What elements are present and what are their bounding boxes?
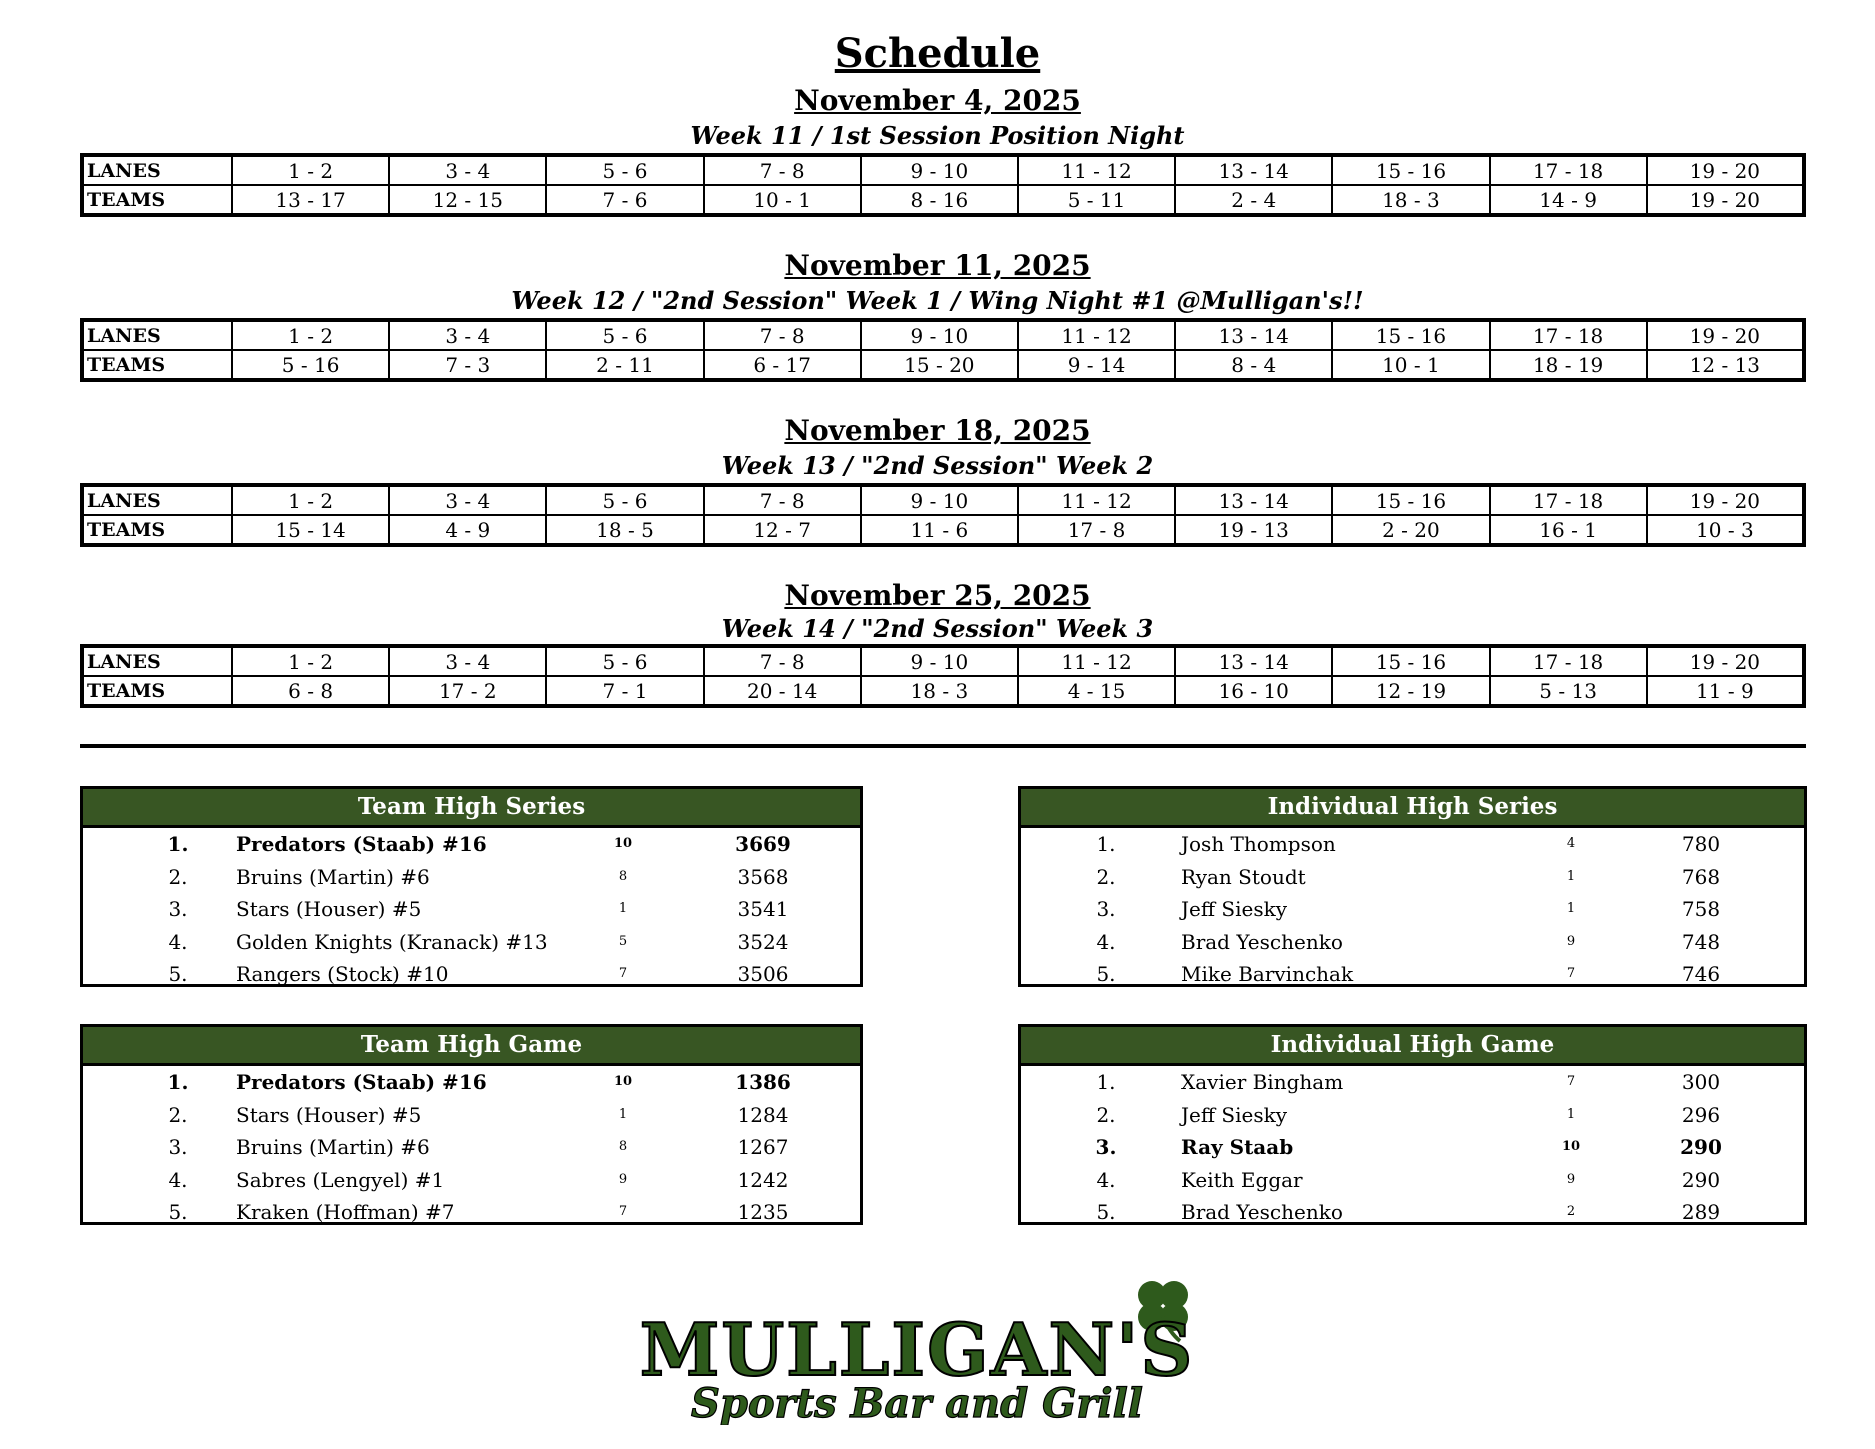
bowler-name: Brad Yeschenko bbox=[1181, 929, 1343, 954]
team-number: 7 bbox=[618, 966, 628, 981]
lane-cell: 15 - 16 bbox=[1332, 646, 1489, 676]
schedule-table bbox=[80, 318, 1806, 382]
standing-row bbox=[1021, 958, 1804, 991]
rank: 3. bbox=[168, 897, 188, 921]
standing-row bbox=[83, 1099, 860, 1132]
bowler-name: Golden Knights (Kranack) #13 bbox=[236, 929, 548, 954]
matchup-cell: 18 - 19 bbox=[1490, 350, 1647, 380]
standing-row bbox=[1021, 1099, 1804, 1132]
matchup-cell: 12 - 19 bbox=[1332, 676, 1489, 706]
rank: 1. bbox=[1096, 832, 1116, 856]
rank: 5. bbox=[168, 962, 188, 986]
matchup-cell: 7 - 3 bbox=[389, 350, 546, 380]
lanes-row bbox=[82, 155, 1804, 185]
team-number: 9 bbox=[618, 1171, 628, 1187]
lane-cell: 13 - 14 bbox=[1175, 646, 1332, 676]
standing-row bbox=[83, 893, 860, 926]
score: 3541 bbox=[737, 897, 789, 921]
matchup-cell: 10 - 3 bbox=[1647, 515, 1804, 545]
rank: 4. bbox=[168, 929, 188, 954]
matchup-cell: 7 - 1 bbox=[546, 676, 703, 706]
team-number: 9 bbox=[1566, 1171, 1576, 1187]
bowler-name: Jeff Siesky bbox=[1181, 897, 1288, 921]
bowler-name: Keith Eggar bbox=[1181, 1167, 1303, 1192]
standing-row bbox=[1021, 828, 1804, 861]
box-rows bbox=[83, 828, 860, 991]
week-subtitle: Week 13 / "2nd Session" Week 2 bbox=[721, 451, 1154, 480]
teams-label: TEAMS bbox=[82, 515, 232, 545]
matchup-cell: 19 - 20 bbox=[1647, 185, 1804, 215]
lane-cell: 17 - 18 bbox=[1490, 320, 1647, 350]
matchup-cell: 18 - 3 bbox=[1332, 185, 1489, 215]
week-date: November 18, 2025 bbox=[784, 414, 1091, 447]
lane-cell: 11 - 12 bbox=[1018, 320, 1175, 350]
bowler-name: Mike Barvinchak bbox=[1181, 962, 1354, 986]
lane-cell: 9 - 10 bbox=[861, 155, 1018, 185]
team-number: 10 bbox=[1561, 1139, 1581, 1154]
rank: 3. bbox=[1095, 1135, 1117, 1159]
box-rows bbox=[1021, 1066, 1804, 1229]
lane-cell: 11 - 12 bbox=[1018, 485, 1175, 515]
team-number: 7 bbox=[618, 1204, 628, 1219]
bowler-name: Bruins (Martin) #6 bbox=[236, 864, 430, 889]
week-subtitle: Week 14 / "2nd Session" Week 3 bbox=[721, 614, 1154, 643]
rank: 2. bbox=[1096, 1102, 1116, 1127]
rank: 2. bbox=[1096, 864, 1116, 889]
standing-row bbox=[1021, 1131, 1804, 1164]
schedule-table bbox=[80, 483, 1806, 547]
matchup-cell: 13 - 17 bbox=[232, 185, 389, 215]
lane-cell: 1 - 2 bbox=[232, 320, 389, 350]
lane-cell: 19 - 20 bbox=[1647, 646, 1804, 676]
score: 1267 bbox=[737, 1135, 789, 1159]
lane-cell: 17 - 18 bbox=[1490, 646, 1647, 676]
standing-row bbox=[83, 828, 860, 861]
matchup-cell: 6 - 17 bbox=[704, 350, 861, 380]
week-date: November 11, 2025 bbox=[784, 249, 1091, 282]
lane-cell: 3 - 4 bbox=[389, 485, 546, 515]
score: 300 bbox=[1681, 1070, 1721, 1094]
matchup-cell: 18 - 3 bbox=[861, 676, 1018, 706]
lane-cell: 17 - 18 bbox=[1490, 485, 1647, 515]
team-number: 1 bbox=[618, 1106, 628, 1122]
matchup-cell: 12 - 13 bbox=[1647, 350, 1804, 380]
team-number: 8 bbox=[618, 1139, 628, 1154]
lane-cell: 11 - 12 bbox=[1018, 155, 1175, 185]
lanes-row bbox=[82, 646, 1804, 676]
score: 3568 bbox=[737, 864, 789, 889]
bowler-name: Jeff Siesky bbox=[1181, 1102, 1288, 1127]
team-number: 5 bbox=[618, 933, 628, 949]
rank: 4. bbox=[168, 1167, 188, 1192]
score: 3524 bbox=[737, 929, 789, 954]
team-number: 7 bbox=[1566, 966, 1576, 981]
logo-line2: Sports Bar and Grill bbox=[691, 1380, 1143, 1425]
bowler-name: Stars (Houser) #5 bbox=[236, 1102, 422, 1127]
score: 1386 bbox=[735, 1070, 791, 1094]
rank: 4. bbox=[1096, 1167, 1116, 1192]
rank: 1. bbox=[167, 1070, 189, 1094]
teams-row bbox=[82, 185, 1804, 215]
score: 3506 bbox=[737, 962, 789, 986]
team-number: 1 bbox=[1566, 1106, 1576, 1122]
matchup-cell: 15 - 14 bbox=[232, 515, 389, 545]
rank: 2. bbox=[168, 1102, 188, 1127]
team-number: 2 bbox=[1566, 1204, 1576, 1219]
matchup-cell: 12 - 7 bbox=[704, 515, 861, 545]
lane-cell: 7 - 8 bbox=[704, 155, 861, 185]
lane-cell: 1 - 2 bbox=[232, 155, 389, 185]
teams-label: TEAMS bbox=[82, 185, 232, 215]
standing-row bbox=[83, 861, 860, 894]
teams-label: TEAMS bbox=[82, 676, 232, 706]
bowler-name: Brad Yeschenko bbox=[1181, 1200, 1343, 1224]
matchup-cell: 9 - 14 bbox=[1018, 350, 1175, 380]
lane-cell: 7 - 8 bbox=[704, 320, 861, 350]
bowler-name: Rangers (Stock) #10 bbox=[236, 962, 449, 986]
score: 289 bbox=[1681, 1200, 1721, 1224]
rank: 1. bbox=[167, 832, 189, 856]
lane-cell: 13 - 14 bbox=[1175, 320, 1332, 350]
lanes-row bbox=[82, 485, 1804, 515]
team-number: 1 bbox=[1566, 901, 1576, 916]
standing-row bbox=[1021, 1066, 1804, 1099]
matchup-cell: 10 - 1 bbox=[704, 185, 861, 215]
matchup-cell: 15 - 20 bbox=[861, 350, 1018, 380]
team-high-series-box bbox=[80, 786, 863, 987]
standing-row bbox=[83, 958, 860, 991]
schedule-table bbox=[80, 153, 1806, 217]
lane-cell: 19 - 20 bbox=[1647, 485, 1804, 515]
lane-cell: 17 - 18 bbox=[1490, 155, 1647, 185]
lanes-label: LANES bbox=[82, 155, 232, 185]
standing-row bbox=[1021, 926, 1804, 959]
lane-cell: 19 - 20 bbox=[1647, 320, 1804, 350]
bowler-name: Xavier Bingham bbox=[1181, 1070, 1344, 1094]
teams-row bbox=[82, 515, 1804, 545]
rank: 2. bbox=[168, 864, 188, 889]
schedule-table bbox=[80, 644, 1806, 708]
lane-cell: 19 - 20 bbox=[1647, 155, 1804, 185]
bowler-name: Stars (Houser) #5 bbox=[236, 897, 422, 921]
lanes-row bbox=[82, 320, 1804, 350]
week-subtitle: Week 11 / 1st Session Position Night bbox=[690, 121, 1185, 150]
rank: 4. bbox=[1096, 929, 1116, 954]
week-subtitle: Week 12 / "2nd Session" Week 1 / Wing Night #1 @Mulligan's!! bbox=[511, 286, 1364, 315]
score: 290 bbox=[1680, 1135, 1722, 1159]
box-rows bbox=[83, 1066, 860, 1229]
matchup-cell: 16 - 10 bbox=[1175, 676, 1332, 706]
individual-high-series-box bbox=[1018, 786, 1807, 987]
matchup-cell: 5 - 16 bbox=[232, 350, 389, 380]
lane-cell: 9 - 10 bbox=[861, 646, 1018, 676]
lane-cell: 3 - 4 bbox=[389, 646, 546, 676]
score: 768 bbox=[1681, 864, 1721, 889]
lane-cell: 13 - 14 bbox=[1175, 485, 1332, 515]
team-number: 1 bbox=[1566, 868, 1576, 884]
standing-row bbox=[83, 926, 860, 959]
team-number: 1 bbox=[618, 901, 628, 916]
standing-row bbox=[83, 1066, 860, 1099]
score: 746 bbox=[1681, 962, 1721, 986]
team-high-game-box bbox=[80, 1024, 863, 1225]
matchup-cell: 12 - 15 bbox=[389, 185, 546, 215]
matchup-cell: 7 - 6 bbox=[546, 185, 703, 215]
week-date: November 4, 2025 bbox=[794, 84, 1081, 117]
team-number: 4 bbox=[1566, 836, 1576, 851]
bowler-name: Predators (Staab) #16 bbox=[236, 832, 487, 856]
bowler-name: Sabres (Lengyel) #1 bbox=[236, 1167, 445, 1192]
matchup-cell: 4 - 9 bbox=[389, 515, 546, 545]
rank: 3. bbox=[168, 1135, 188, 1159]
bowler-name: Ryan Stoudt bbox=[1181, 864, 1306, 889]
teams-row bbox=[82, 350, 1804, 380]
matchup-cell: 16 - 1 bbox=[1490, 515, 1647, 545]
standing-row bbox=[1021, 893, 1804, 926]
box-heading: Individual High Game bbox=[1021, 1027, 1804, 1066]
score: 1242 bbox=[737, 1167, 789, 1192]
score: 1235 bbox=[737, 1200, 789, 1224]
matchup-cell: 14 - 9 bbox=[1490, 185, 1647, 215]
standing-row bbox=[1021, 861, 1804, 894]
bowler-name: Ray Staab bbox=[1181, 1135, 1294, 1159]
lane-cell: 9 - 10 bbox=[861, 320, 1018, 350]
matchup-cell: 11 - 9 bbox=[1647, 676, 1804, 706]
lane-cell: 15 - 16 bbox=[1332, 485, 1489, 515]
matchup-cell: 5 - 13 bbox=[1490, 676, 1647, 706]
matchup-cell: 2 - 4 bbox=[1175, 185, 1332, 215]
lanes-label: LANES bbox=[82, 320, 232, 350]
teams-row bbox=[82, 676, 1804, 706]
lane-cell: 3 - 4 bbox=[389, 155, 546, 185]
rank: 5. bbox=[1096, 962, 1116, 986]
box-heading: Individual High Series bbox=[1021, 789, 1804, 828]
team-number: 10 bbox=[613, 1074, 633, 1089]
standing-row bbox=[1021, 1164, 1804, 1197]
box-rows bbox=[1021, 828, 1804, 991]
lanes-label: LANES bbox=[82, 646, 232, 676]
lanes-label: LANES bbox=[82, 485, 232, 515]
lane-cell: 13 - 14 bbox=[1175, 155, 1332, 185]
team-number: 10 bbox=[613, 836, 633, 851]
rank: 5. bbox=[1096, 1200, 1116, 1224]
score: 290 bbox=[1681, 1167, 1721, 1192]
page-title: Schedule bbox=[834, 30, 1041, 77]
standing-row bbox=[83, 1131, 860, 1164]
matchup-cell: 11 - 6 bbox=[861, 515, 1018, 545]
lane-cell: 7 - 8 bbox=[704, 485, 861, 515]
box-heading: Team High Series bbox=[83, 789, 860, 828]
lane-cell: 5 - 6 bbox=[546, 646, 703, 676]
lane-cell: 15 - 16 bbox=[1332, 320, 1489, 350]
standing-row bbox=[83, 1164, 860, 1197]
matchup-cell: 6 - 8 bbox=[232, 676, 389, 706]
lane-cell: 11 - 12 bbox=[1018, 646, 1175, 676]
bowler-name: Josh Thompson bbox=[1181, 832, 1336, 856]
matchup-cell: 17 - 2 bbox=[389, 676, 546, 706]
rank: 3. bbox=[1096, 897, 1116, 921]
lane-cell: 5 - 6 bbox=[546, 155, 703, 185]
teams-label: TEAMS bbox=[82, 350, 232, 380]
matchup-cell: 18 - 5 bbox=[546, 515, 703, 545]
matchup-cell: 2 - 11 bbox=[546, 350, 703, 380]
bowler-name: Bruins (Martin) #6 bbox=[236, 1135, 430, 1159]
matchup-cell: 19 - 13 bbox=[1175, 515, 1332, 545]
score: 1284 bbox=[737, 1102, 789, 1127]
lane-cell: 3 - 4 bbox=[389, 320, 546, 350]
lane-cell: 5 - 6 bbox=[546, 485, 703, 515]
matchup-cell: 17 - 8 bbox=[1018, 515, 1175, 545]
standing-row bbox=[1021, 1196, 1804, 1229]
bowler-name: Predators (Staab) #16 bbox=[236, 1070, 487, 1094]
standing-row bbox=[83, 1196, 860, 1229]
matchup-cell: 2 - 20 bbox=[1332, 515, 1489, 545]
lane-cell: 1 - 2 bbox=[232, 485, 389, 515]
score: 296 bbox=[1681, 1102, 1721, 1127]
section-divider bbox=[80, 744, 1806, 748]
lane-cell: 9 - 10 bbox=[861, 485, 1018, 515]
score: 748 bbox=[1681, 929, 1721, 954]
team-number: 7 bbox=[1566, 1074, 1576, 1089]
logo-line1: MULLIGAN'S bbox=[639, 1307, 1195, 1392]
score: 3669 bbox=[735, 832, 791, 856]
lane-cell: 1 - 2 bbox=[232, 646, 389, 676]
bowler-name: Kraken (Hoffman) #7 bbox=[236, 1200, 455, 1224]
lane-cell: 15 - 16 bbox=[1332, 155, 1489, 185]
lane-cell: 7 - 8 bbox=[704, 646, 861, 676]
mulligans-logo bbox=[590, 1265, 1245, 1425]
week-date: November 25, 2025 bbox=[784, 579, 1091, 612]
rank: 5. bbox=[168, 1200, 188, 1224]
matchup-cell: 10 - 1 bbox=[1332, 350, 1489, 380]
matchup-cell: 8 - 4 bbox=[1175, 350, 1332, 380]
score: 758 bbox=[1681, 897, 1721, 921]
matchup-cell: 8 - 16 bbox=[861, 185, 1018, 215]
team-number: 8 bbox=[618, 868, 628, 884]
matchup-cell: 5 - 11 bbox=[1018, 185, 1175, 215]
rank: 1. bbox=[1096, 1070, 1116, 1094]
team-number: 9 bbox=[1566, 933, 1576, 949]
box-heading: Team High Game bbox=[83, 1027, 860, 1066]
score: 780 bbox=[1681, 832, 1721, 856]
matchup-cell: 4 - 15 bbox=[1018, 676, 1175, 706]
individual-high-game-box bbox=[1018, 1024, 1807, 1225]
matchup-cell: 20 - 14 bbox=[704, 676, 861, 706]
lane-cell: 5 - 6 bbox=[546, 320, 703, 350]
